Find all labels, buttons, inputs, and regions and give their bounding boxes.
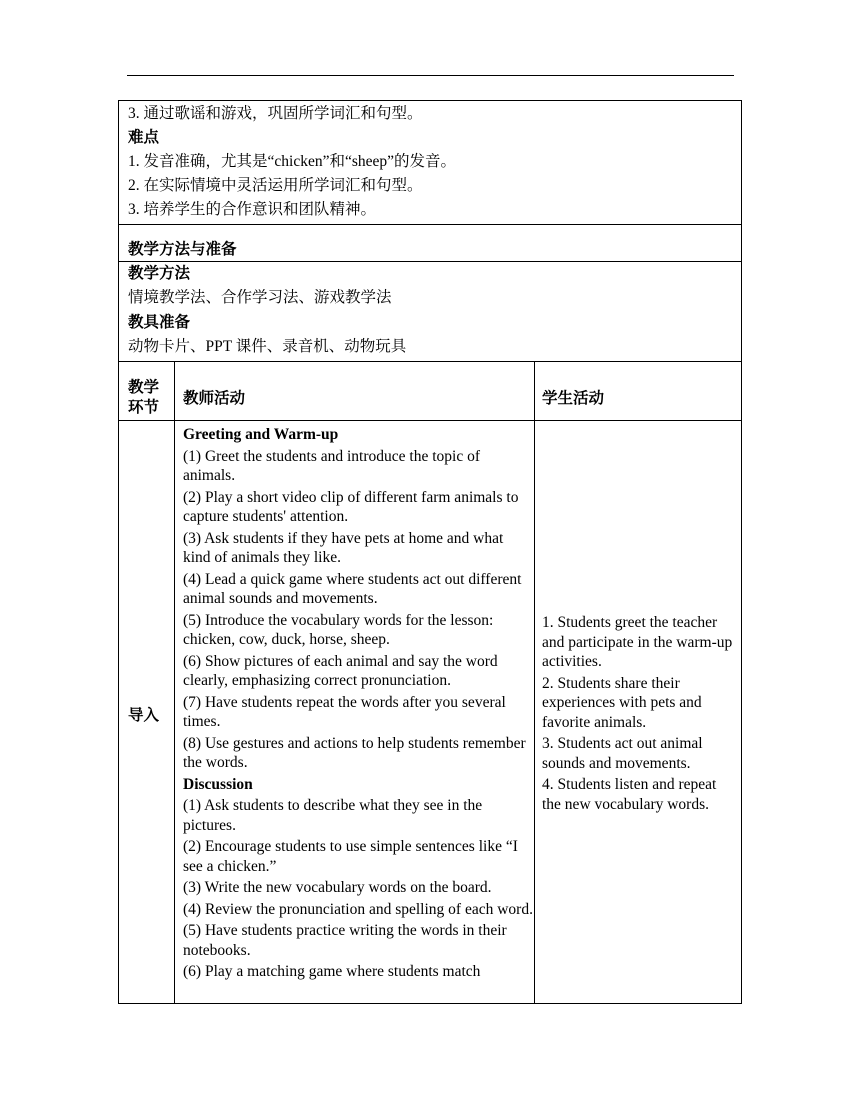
student-activity-item: 3. Students act out animal sounds and movements. bbox=[542, 735, 703, 772]
col-header-stage-line1: 教学 bbox=[128, 379, 160, 396]
methods-text: 情境教学法、合作学习法、游戏教学法 bbox=[128, 289, 392, 306]
teacher-activity-item: (4) Lead a quick game where students act out different animal sounds and movements. bbox=[183, 570, 522, 607]
difficulty-line-3: 3. 培养学生的合作意识和团队精神。 bbox=[128, 201, 377, 218]
difficulty-heading: 难点 bbox=[128, 129, 160, 146]
teacher-activity-item: (2) Play a short video clip of different farm animals to capture students' attention. bbox=[183, 488, 519, 525]
student-activity-item: 1. Students greet the teacher and participate in the warm-up activities. bbox=[542, 614, 733, 670]
col-header-stage-line2: 环节 bbox=[128, 399, 160, 416]
teacher-activity-item: (3) Write the new vocabulary words on the board. bbox=[183, 879, 492, 896]
objective-line-3: 3. 通过歌谣和游戏，巩固所学词汇和句型。 bbox=[128, 105, 423, 122]
teacher-activity-item: (1) Ask students to describe what they see in the pictures. bbox=[183, 797, 483, 834]
student-activity-item: 4. Students listen and repeat the new vocabulary words. bbox=[542, 776, 717, 813]
prep-heading: 教具准备 bbox=[128, 314, 191, 331]
teacher-section-heading: Discussion bbox=[183, 775, 253, 793]
teacher-activities bbox=[183, 425, 533, 984]
procedure-table bbox=[118, 361, 742, 1004]
difficulty-line-2: 2. 在实际情境中灵活运用所学词汇和句型。 bbox=[128, 177, 423, 194]
col-header-stage bbox=[128, 378, 159, 418]
teacher-section-heading: Greeting and Warm-up bbox=[183, 426, 339, 443]
teacher-activity-item: (2) Encourage students to use simple sentences like “I see a chicken.” bbox=[183, 838, 518, 875]
student-activity-item: 2. Students share their experiences with pets and favorite animals. bbox=[542, 674, 702, 731]
column-divider-stage bbox=[174, 362, 175, 1003]
teacher-activity-item: (8) Use gestures and actions to help students remember the words. bbox=[183, 734, 526, 771]
teacher-activity-item: (5) Introduce the vocabulary words for the lesson: chicken, cow, duck, horse, sheep. bbox=[183, 611, 494, 648]
teacher-activity-item: (1) Greet the students and introduce the topic of animals. bbox=[183, 447, 480, 484]
col-header-teacher: 教师活动 bbox=[183, 390, 246, 407]
table-header-divider bbox=[119, 420, 741, 421]
col-header-student: 学生活动 bbox=[542, 390, 605, 407]
prep-text: 动物卡片、PPT 课件、录音机、动物玩具 bbox=[128, 338, 407, 355]
teacher-activity-item: (7) Have students repeat the words after you several times. bbox=[183, 693, 506, 730]
teacher-activity-item: (5) Have students practice writing the words in their notebooks. bbox=[183, 922, 507, 959]
teacher-activity-item: (6) Show pictures of each animal and say the word clearly, emphasizing correct pronunciation. bbox=[183, 652, 498, 689]
student-activities bbox=[542, 613, 738, 816]
page-header-rule bbox=[127, 75, 734, 76]
column-divider-student bbox=[534, 362, 535, 1003]
difficulty-line-1: 1. 发音准确，尤其是“chicken”和“sheep”的发音。 bbox=[128, 153, 457, 170]
teacher-activity-item: (3) Ask students if they have pets at home and what kind of animals they like. bbox=[183, 529, 504, 566]
teacher-activity-item: (4) Review the pronunciation and spelling of each word. bbox=[183, 900, 533, 918]
methods-section-title: 教学方法与准备 bbox=[128, 241, 237, 258]
methods-section-box bbox=[118, 224, 742, 262]
methods-heading: 教学方法 bbox=[128, 265, 191, 282]
objectives-box bbox=[118, 100, 742, 225]
teacher-activity-item: (6) Play a matching game where students match bbox=[183, 963, 481, 980]
stage-label-intro: 导入 bbox=[128, 707, 160, 724]
methods-box bbox=[118, 261, 742, 362]
